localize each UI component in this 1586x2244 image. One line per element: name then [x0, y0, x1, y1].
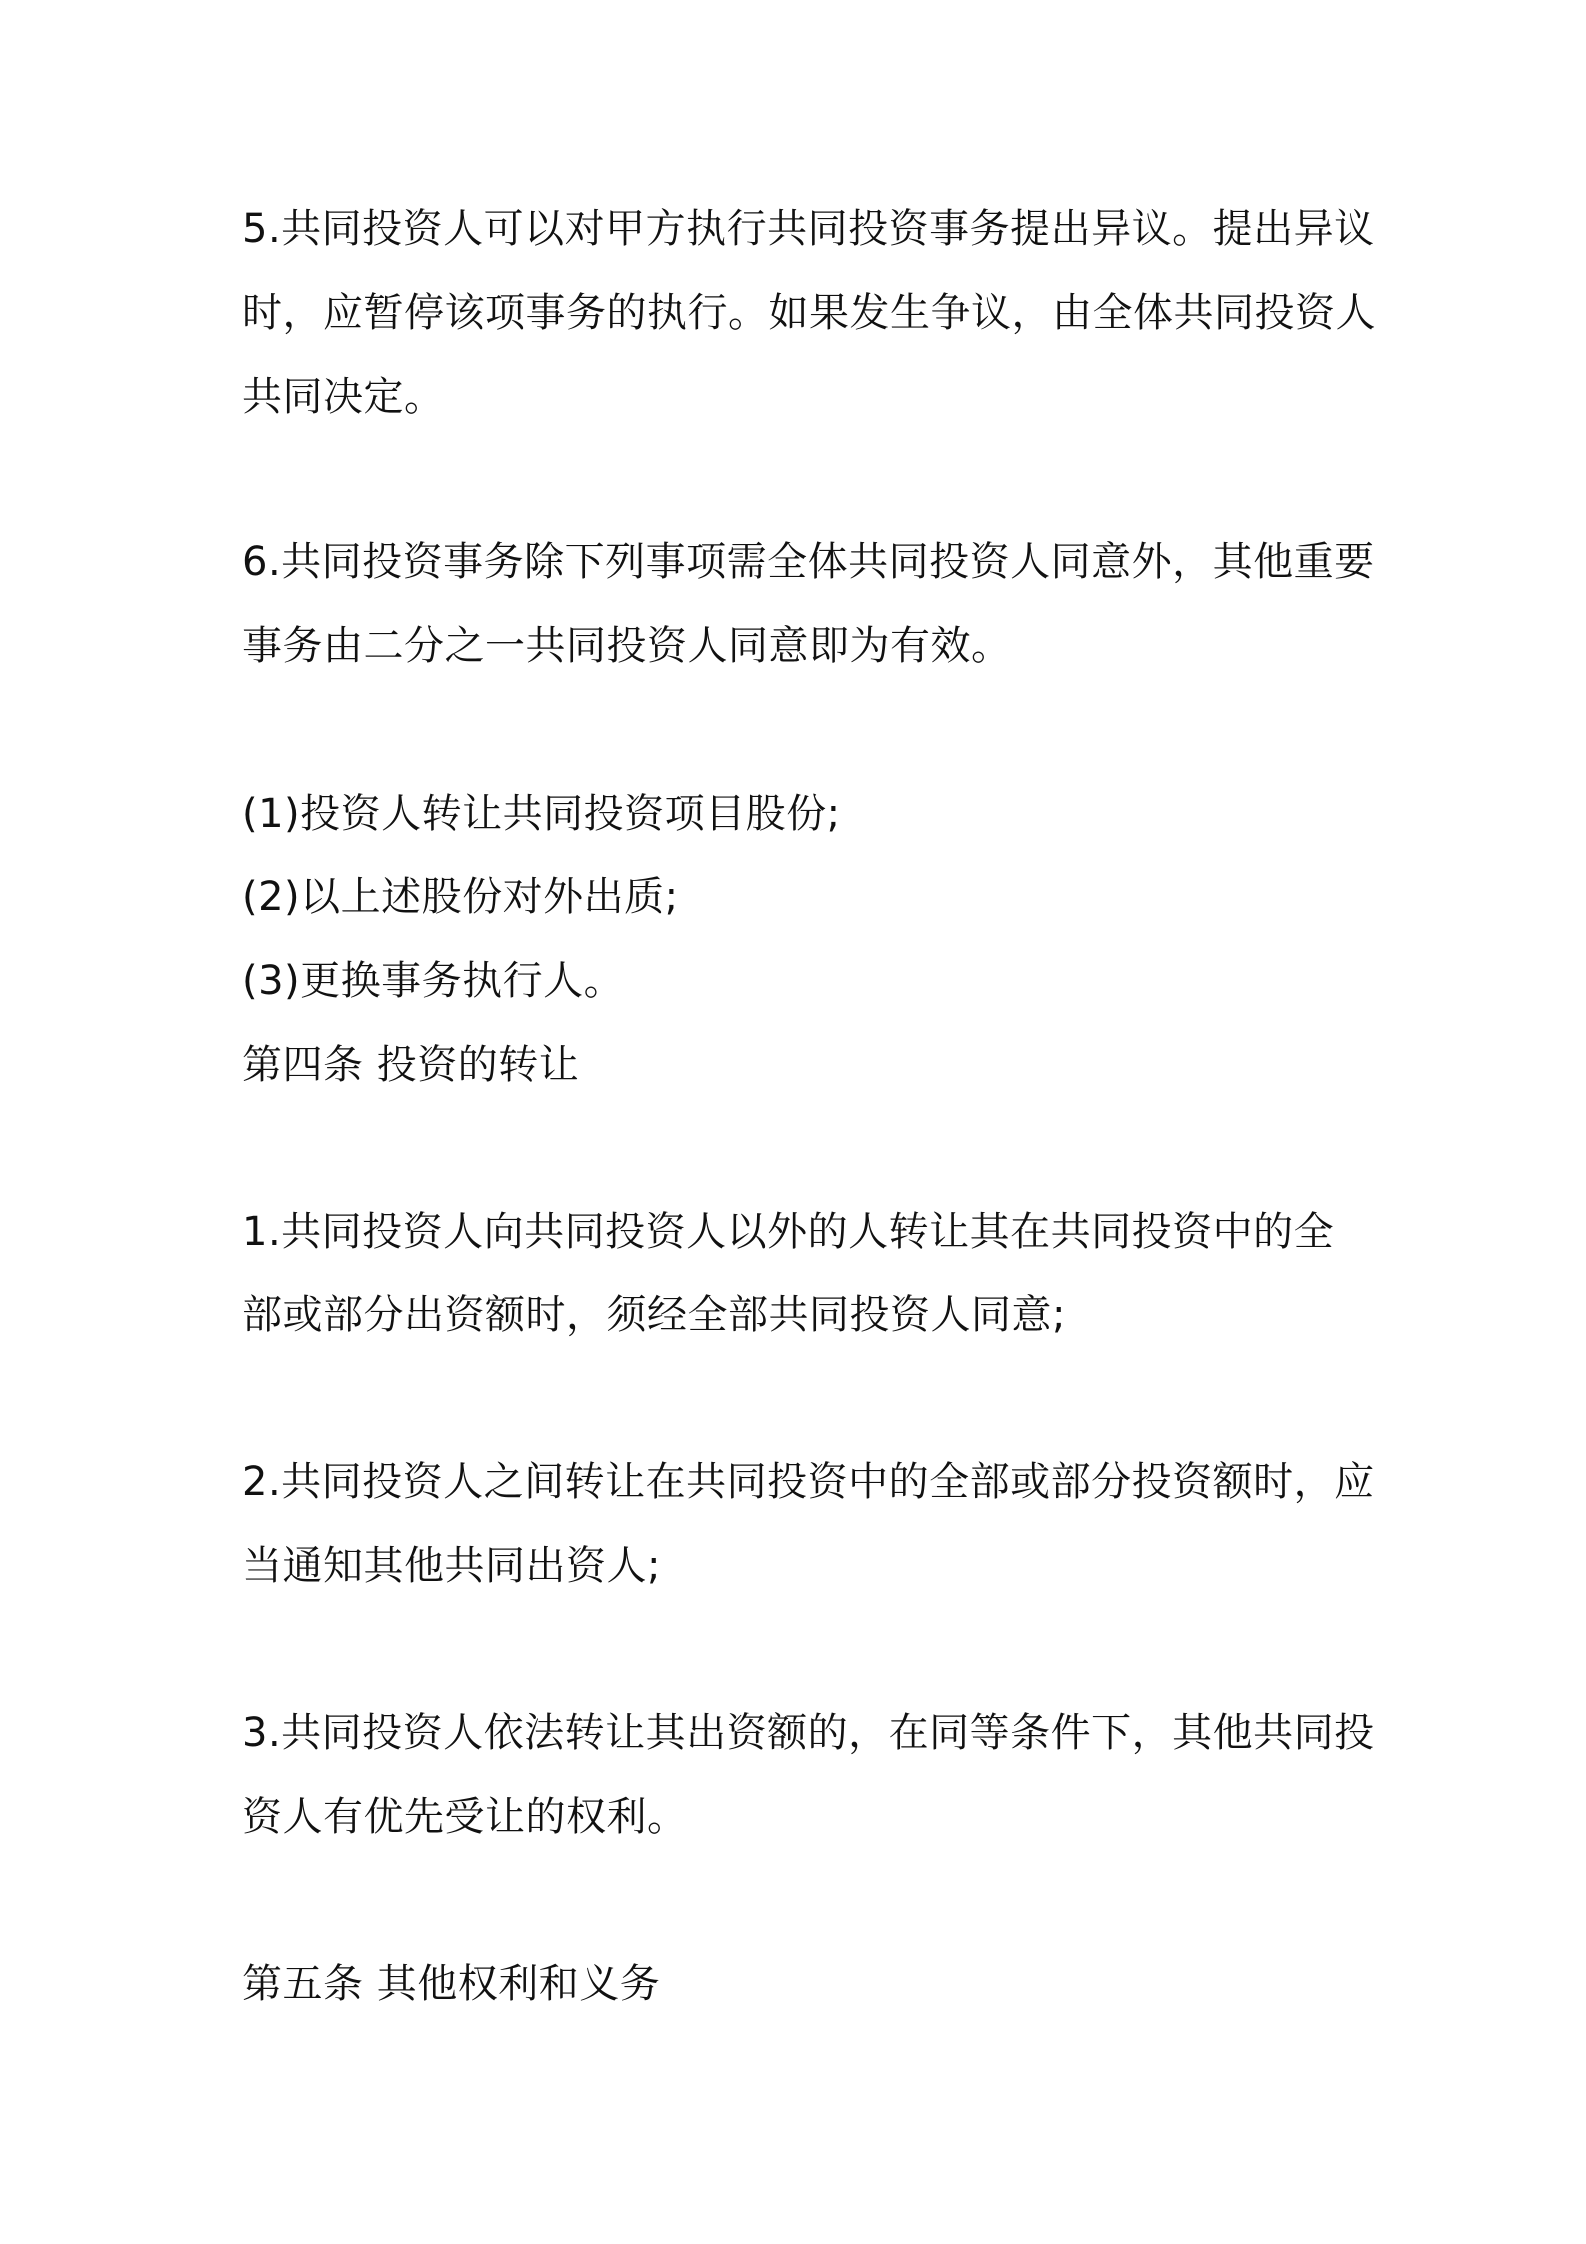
section-heading-5: 第五条 其他权利和义务: [242, 1961, 661, 2007]
clause-5-line-3: 共同决定。: [242, 374, 445, 420]
list-item-1: (1)投资人转让共同投资项目股份;: [242, 791, 841, 837]
section-4-item-3-line-2: 资人有优先受让的权利。: [242, 1794, 688, 1840]
clause-5-line-1: 5.共同投资人可以对甲方执行共同投资事务提出异议。提出异议: [242, 206, 1375, 252]
list-item-2: (2)以上述股份对外出质;: [242, 874, 679, 920]
clause-6-line-1: 6.共同投资事务除下列事项需全体共同投资人同意外，其他重要: [242, 539, 1375, 585]
section-4-item-2-line-2: 当通知其他共同出资人;: [242, 1543, 661, 1589]
section-4-item-1-line-1: 1.共同投资人向共同投资人以外的人转让其在共同投资中的全: [242, 1209, 1335, 1255]
section-heading-4: 第四条 投资的转让: [242, 1042, 580, 1088]
section-4-item-1-line-2: 部或部分出资额时，须经全部共同投资人同意;: [242, 1292, 1066, 1338]
clause-6-line-2: 事务由二分之一共同投资人同意即为有效。: [242, 623, 1012, 669]
clause-5-line-2: 时，应暂停该项事务的执行。如果发生争议，由全体共同投资人: [242, 290, 1376, 336]
section-4-item-2-line-1: 2.共同投资人之间转让在共同投资中的全部或部分投资额时，应: [242, 1459, 1375, 1505]
list-item-3: (3)更换事务执行人。: [242, 958, 625, 1004]
section-4-item-3-line-1: 3.共同投资人依法转让其出资额的，在同等条件下，其他共同投: [242, 1710, 1375, 1756]
